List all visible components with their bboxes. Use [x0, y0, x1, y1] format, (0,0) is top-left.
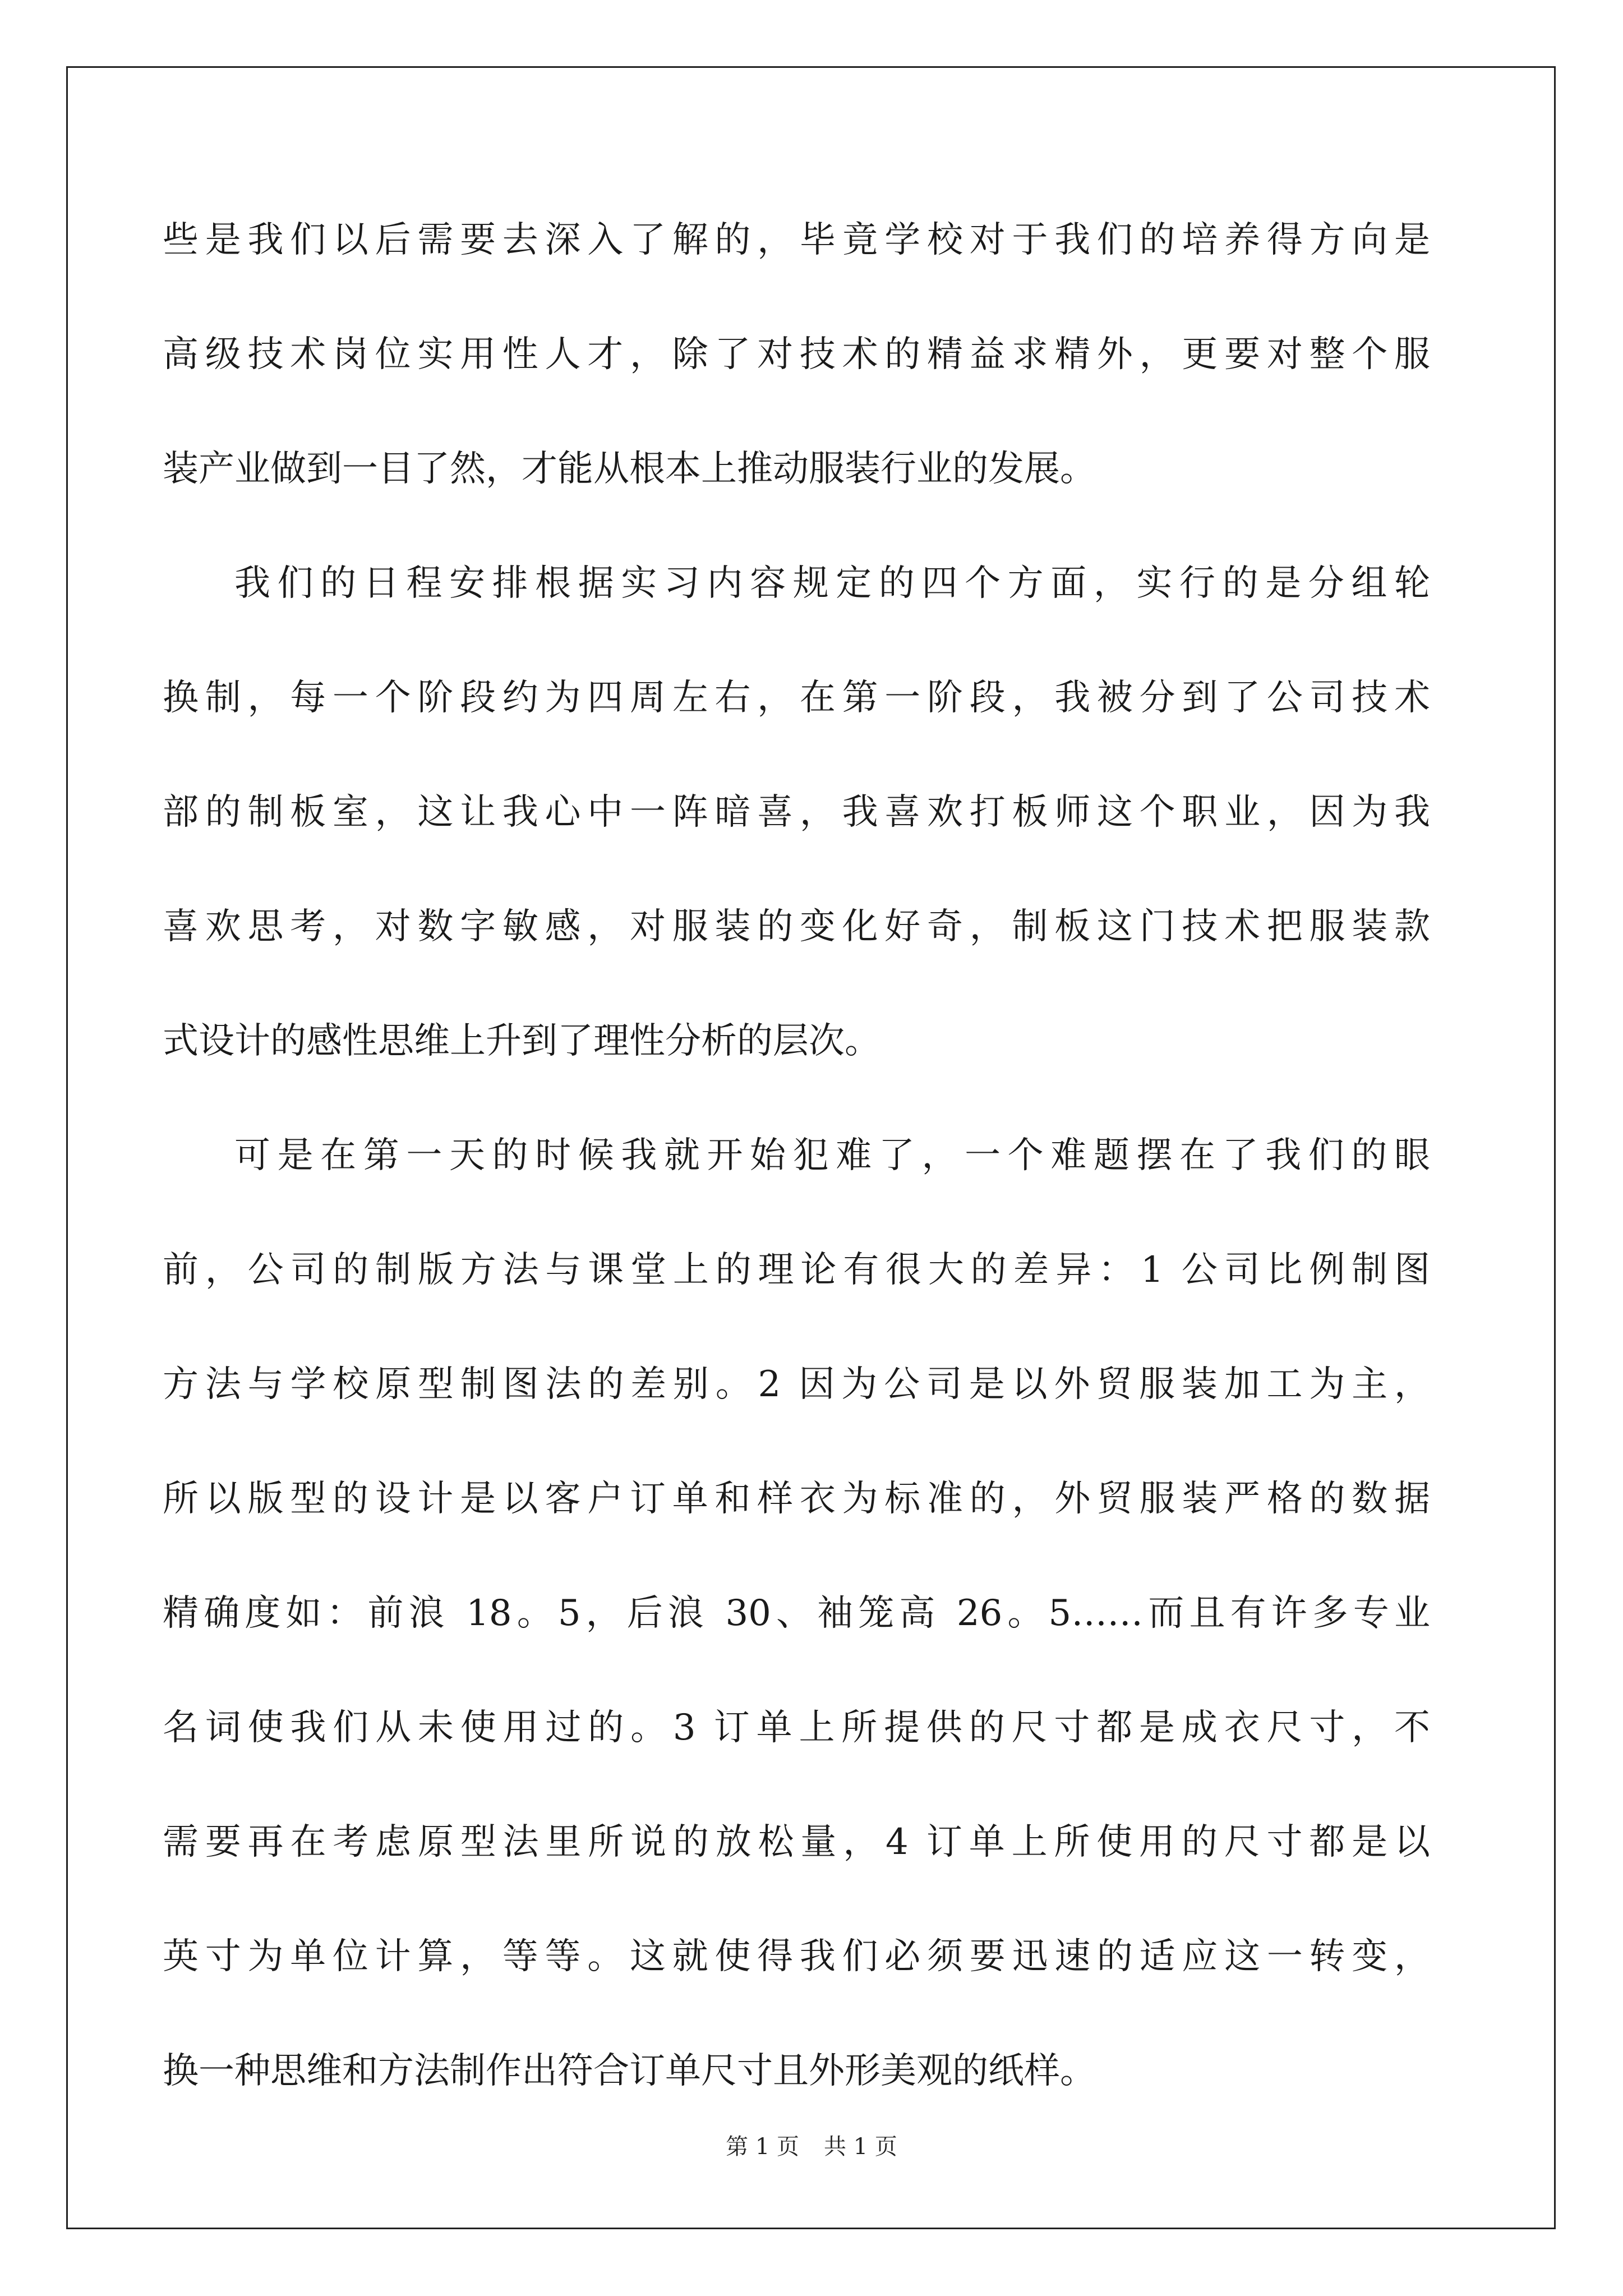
text-line: 式设计的感性思维上升到了理性分析的层次。	[163, 1020, 880, 1062]
text-line: 部的制板室，这让我心中一阵暗喜，我喜欢打板师这个职业，因为我	[163, 792, 1430, 833]
text-line: 需要再在考虑原型法里所说的放松量，4 订单上所使用的尺寸都是以	[163, 1821, 1430, 1863]
text-line: 方法与学校原型制图法的差别。2 因为公司是以外贸服装加工为主，	[163, 1364, 1430, 1405]
text-line: 装产业做到一目了然，才能从根本上推动服装行业的发展。	[163, 448, 1096, 490]
text-line: 换制，每一个阶段约为四周左右，在第一阶段，我被分到了公司技术	[163, 677, 1430, 719]
paragraph-first-line: 可是在第一天的时候我就开始犯难了，一个难题摆在了我们的眼	[234, 1135, 1430, 1176]
text-line: 所以版型的设计是以客户订单和样衣为标准的，外贸服装严格的数据	[163, 1478, 1430, 1520]
paragraph-first-line: 我们的日程安排根据实习内容规定的四个方面，实行的是分组轮	[234, 563, 1430, 604]
text-line: 换一种思维和方法制作出符合订单尺寸且外形美观的纸样。	[163, 2050, 1096, 2092]
text-line: 喜欢思考，对数字敏感，对服装的变化好奇，制板这门技术把服装款	[163, 906, 1430, 947]
page-total: 共 1 页	[824, 2134, 897, 2160]
text-line: 前，公司的制版方法与课堂上的理论有很大的差异：1 公司比例制图	[163, 1249, 1430, 1291]
text-line: 名词使我们从未使用过的。3 订单上所提供的尺寸都是成衣尺寸，不	[163, 1707, 1430, 1749]
text-line: 些是我们以后需要去深入了解的，毕竟学校对于我们的培养得方向是	[163, 219, 1430, 261]
page-number: 第 1 页	[726, 2134, 799, 2160]
page-footer	[0, 2134, 1623, 2159]
document-body	[163, 219, 1430, 2167]
text-line: 精确度如：前浪 18。5，后浪 30、袖笼高 26。5……而且有许多专业	[163, 1593, 1430, 1634]
text-line: 英寸为单位计算，等等。这就使得我们必须要迅速的适应这一转变，	[163, 1936, 1430, 1977]
text-line: 高级技术岗位实用性人才，除了对技术的精益求精外，更要对整个服	[163, 334, 1430, 375]
